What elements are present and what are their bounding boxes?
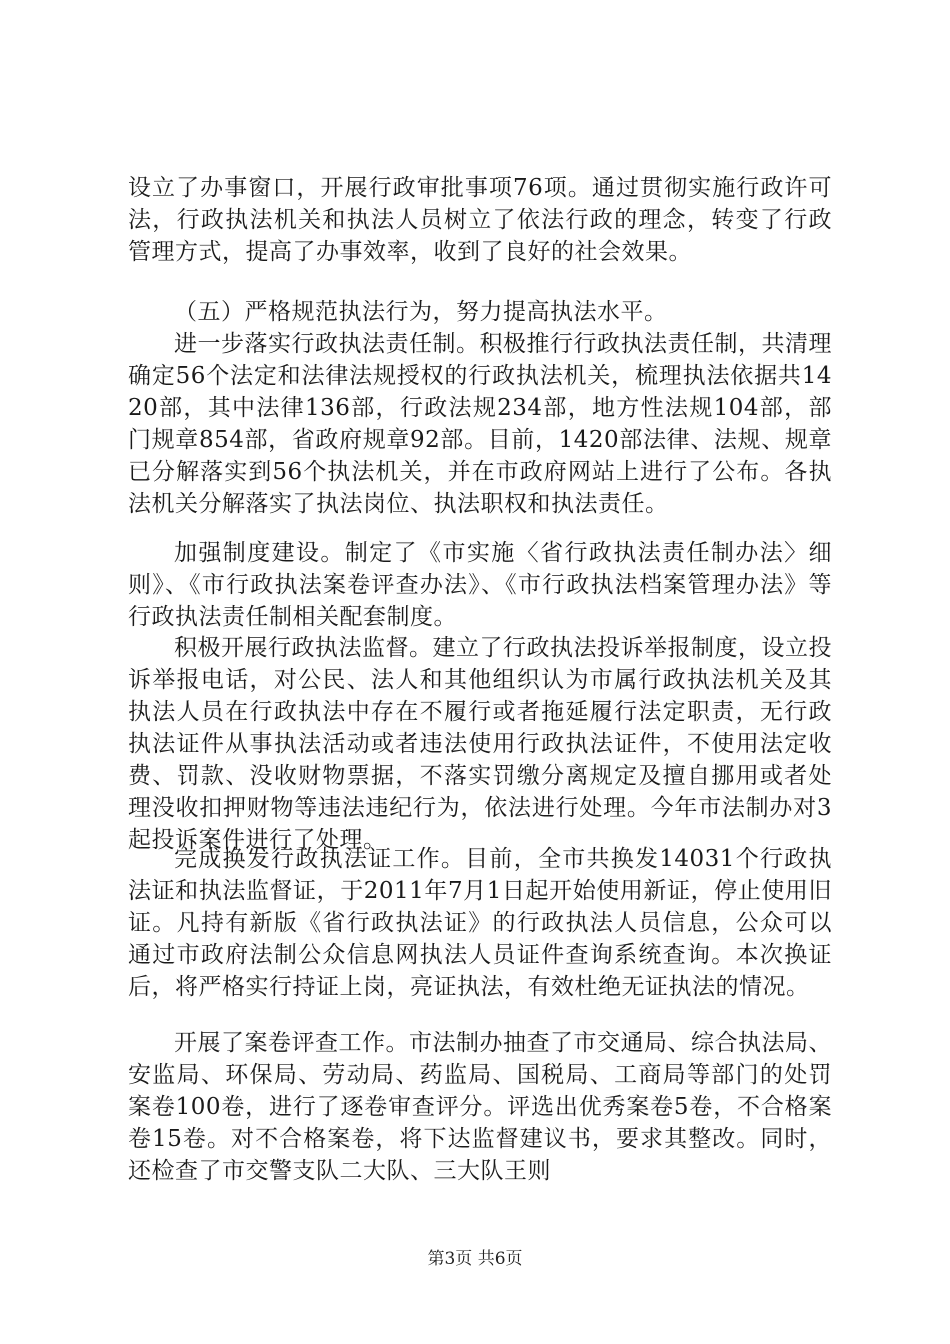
paragraph-certificate-renewal: 完成换发行政执法证工作。目前，全市共换发14031个行政执法证和执法监督证，于2011年7月1日起开始使用新证，停止使用旧证。凡持有新版《省行政执法证》的行政执法人员信息，公众可以通过市政府法制公众信息网执法人员证件查询系统查询。本次换证后，将严格实行持证上岗，亮证执法，有效杜绝无证执法的情况。 <box>128 846 832 1000</box>
paragraph-enforcement-responsibility: 进一步落实行政执法责任制。积极推行行政执法责任制，共清理确定56个法定和法律法规授权的行政执法机关，梳理执法依据共1420部，其中法律136部，行政法规234部，地方性法规104部，部门规章854部，省政府规章92部。目前，1420部法律、法规、规章已分解落实到56个执法机关，并在市政府网站上进行了公布。各执法机关分解落实了执法岗位、执法职权和执法责任。 <box>128 331 832 517</box>
paragraph-case-review: 开展了案卷评查工作。市法制办抽查了市交通局、综合执法局、安监局、环保局、劳动局、药监局、国税局、工商局等部门的处罚案卷100卷，进行了逐卷审查评分。评选出优秀案卷5卷，不合格案卷15卷。对不合格案卷，将下达监督建议书，要求其整改。同时，还检查了市交警支队二大队、三大队王则 <box>128 1030 832 1184</box>
paragraph-system-building: 加强制度建设。制定了《市实施〈省行政执法责任制办法〉细则》、《市行政执法案卷评查办法》、《市行政执法档案管理办法》等行政执法责任制相关配套制度。 <box>128 540 832 630</box>
page-number-footer: 第3页 共6页 <box>427 1249 523 1269</box>
paragraph-enforcement-supervision: 积极开展行政执法监督。建立了行政执法投诉举报制度，设立投诉举报电话，对公民、法人和其他组织认为市属行政执法机关及其执法人员在行政执法中存在不履行或者拖延履行法定职责，无行政执法证件从事执法活动或者违法使用行政执法证件，不使用法定收费、罚款、没收财物票据，不落实罚缴分离规定及擅自挪用或者处理没收扣押财物等违法违纪行为，依法进行处理。今年市法制办对3起投诉案件进行了处理。 <box>128 635 832 853</box>
paragraph-admin-approval: 设立了办事窗口，开展行政审批事项76项。通过贯彻实施行政许可法，行政执法机关和执法人员树立了依法行政的理念，转变了行政管理方式，提高了办事效率，收到了良好的社会效果。 <box>128 175 832 265</box>
section-heading-five: （五）严格规范执法行为，努力提高执法水平。 <box>174 299 668 325</box>
